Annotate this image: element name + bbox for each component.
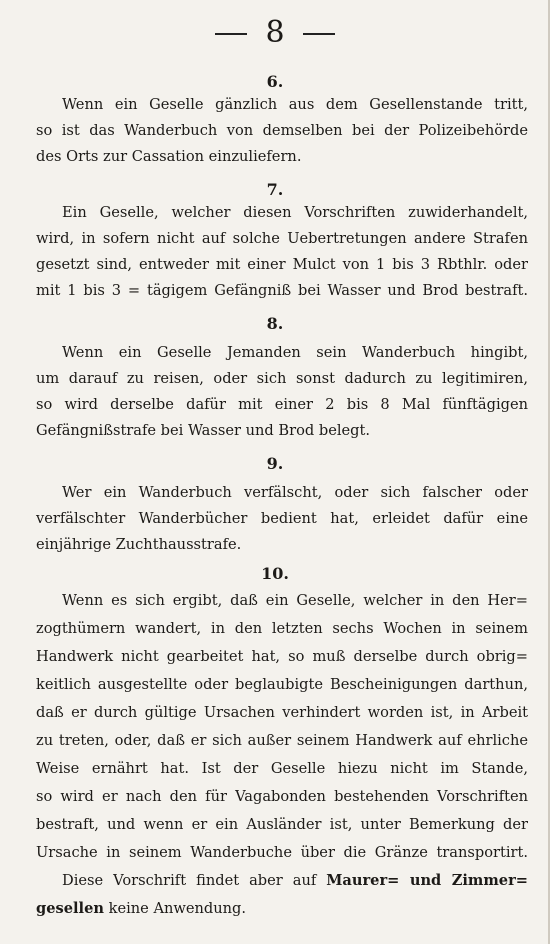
section-number: 9.	[266, 454, 284, 473]
header-dash-left	[215, 33, 247, 35]
paragraph-line: zogthümern wandert, in den letzten sechs Wochen in seinem	[36, 620, 528, 637]
paragraph-line: Ein Geselle, welcher diesen Vorschriften zuwiderhandelt,	[62, 204, 528, 221]
closing-text: Diese Vorschrift findet aber auf	[62, 872, 327, 889]
section-number: 8.	[266, 314, 284, 333]
closing-emphasis: Maurer= und Zimmer=	[326, 872, 528, 889]
page-header	[0, 14, 550, 52]
paragraph-line: Ursache in seinem Wanderbuche über die Gränze transportirt.	[36, 844, 528, 861]
paragraph-line: wird, in sofern nicht auf solche Uebertretungen andere Strafen	[36, 230, 528, 247]
paragraph-line: Weise ernährt hat. Ist der Geselle hiezu nicht im Stande,	[36, 760, 528, 777]
paragraph-line: Wenn ein Geselle gänzlich aus dem Gesellenstande tritt,	[62, 96, 528, 113]
header-dash-right	[303, 33, 335, 35]
section-number: 10.	[261, 564, 289, 583]
paragraph-line: Handwerk nicht gearbeitet hat, so muß derselbe durch obrig=	[36, 648, 528, 665]
paragraph-line: daß er durch gültige Ursachen verhindert worden ist, in Arbeit	[36, 704, 528, 721]
closing-line	[36, 898, 528, 920]
paragraph-line: verfälschter Wanderbücher bedient hat, erleidet dafür eine	[36, 510, 528, 527]
paragraph-line: um darauf zu reisen, oder sich sonst dadurch zu legitimiren,	[36, 370, 528, 387]
page-number: 8	[265, 15, 285, 50]
paragraph-line: bestraft, und wenn er ein Ausländer ist, unter Bemerkung der	[36, 816, 528, 833]
paragraph-line: Wer ein Wanderbuch verfälscht, oder sich falscher oder	[62, 484, 528, 501]
section-number: 6.	[266, 72, 284, 91]
paragraph-line: des Orts zur Cassation einzuliefern.	[36, 148, 302, 165]
paragraph-line: so wird er nach den für Vagabonden bestehenden Vorschriften	[36, 788, 528, 805]
paragraph-line: so ist das Wanderbuch von demselben bei der Polizeibehörde	[36, 122, 528, 139]
paragraph-line: keitlich ausgestellte oder beglaubigte Bescheinigungen darthun,	[36, 676, 528, 693]
closing-line	[62, 870, 528, 892]
paragraph-line: Gefängnißstrafe bei Wasser und Brod belegt.	[36, 422, 370, 439]
paragraph-line: Wenn ein Geselle Jemanden sein Wanderbuch hingibt,	[62, 344, 528, 361]
paragraph-line: einjährige Zuchthausstrafe.	[36, 536, 242, 553]
closing-text: keine Anwendung.	[103, 900, 247, 917]
paragraph-line: Wenn es sich ergibt, daß ein Geselle, welcher in den Her=	[62, 592, 528, 609]
paragraph-line: mit 1 bis 3 = tägigem Gefängniß bei Wasser und Brod bestraft.	[36, 282, 528, 299]
section-number: 7.	[266, 180, 284, 199]
paragraph-line: so wird derselbe dafür mit einer 2 bis 8 Mal fünftägigen	[36, 396, 528, 413]
paragraph-line: zu treten, oder, daß er sich außer seinem Handwerk auf ehrliche	[36, 732, 528, 749]
closing-emphasis: gesellen	[36, 900, 104, 917]
paragraph-line: gesetzt sind, entweder mit einer Mulct von 1 bis 3 Rbthlr. oder	[36, 256, 528, 273]
